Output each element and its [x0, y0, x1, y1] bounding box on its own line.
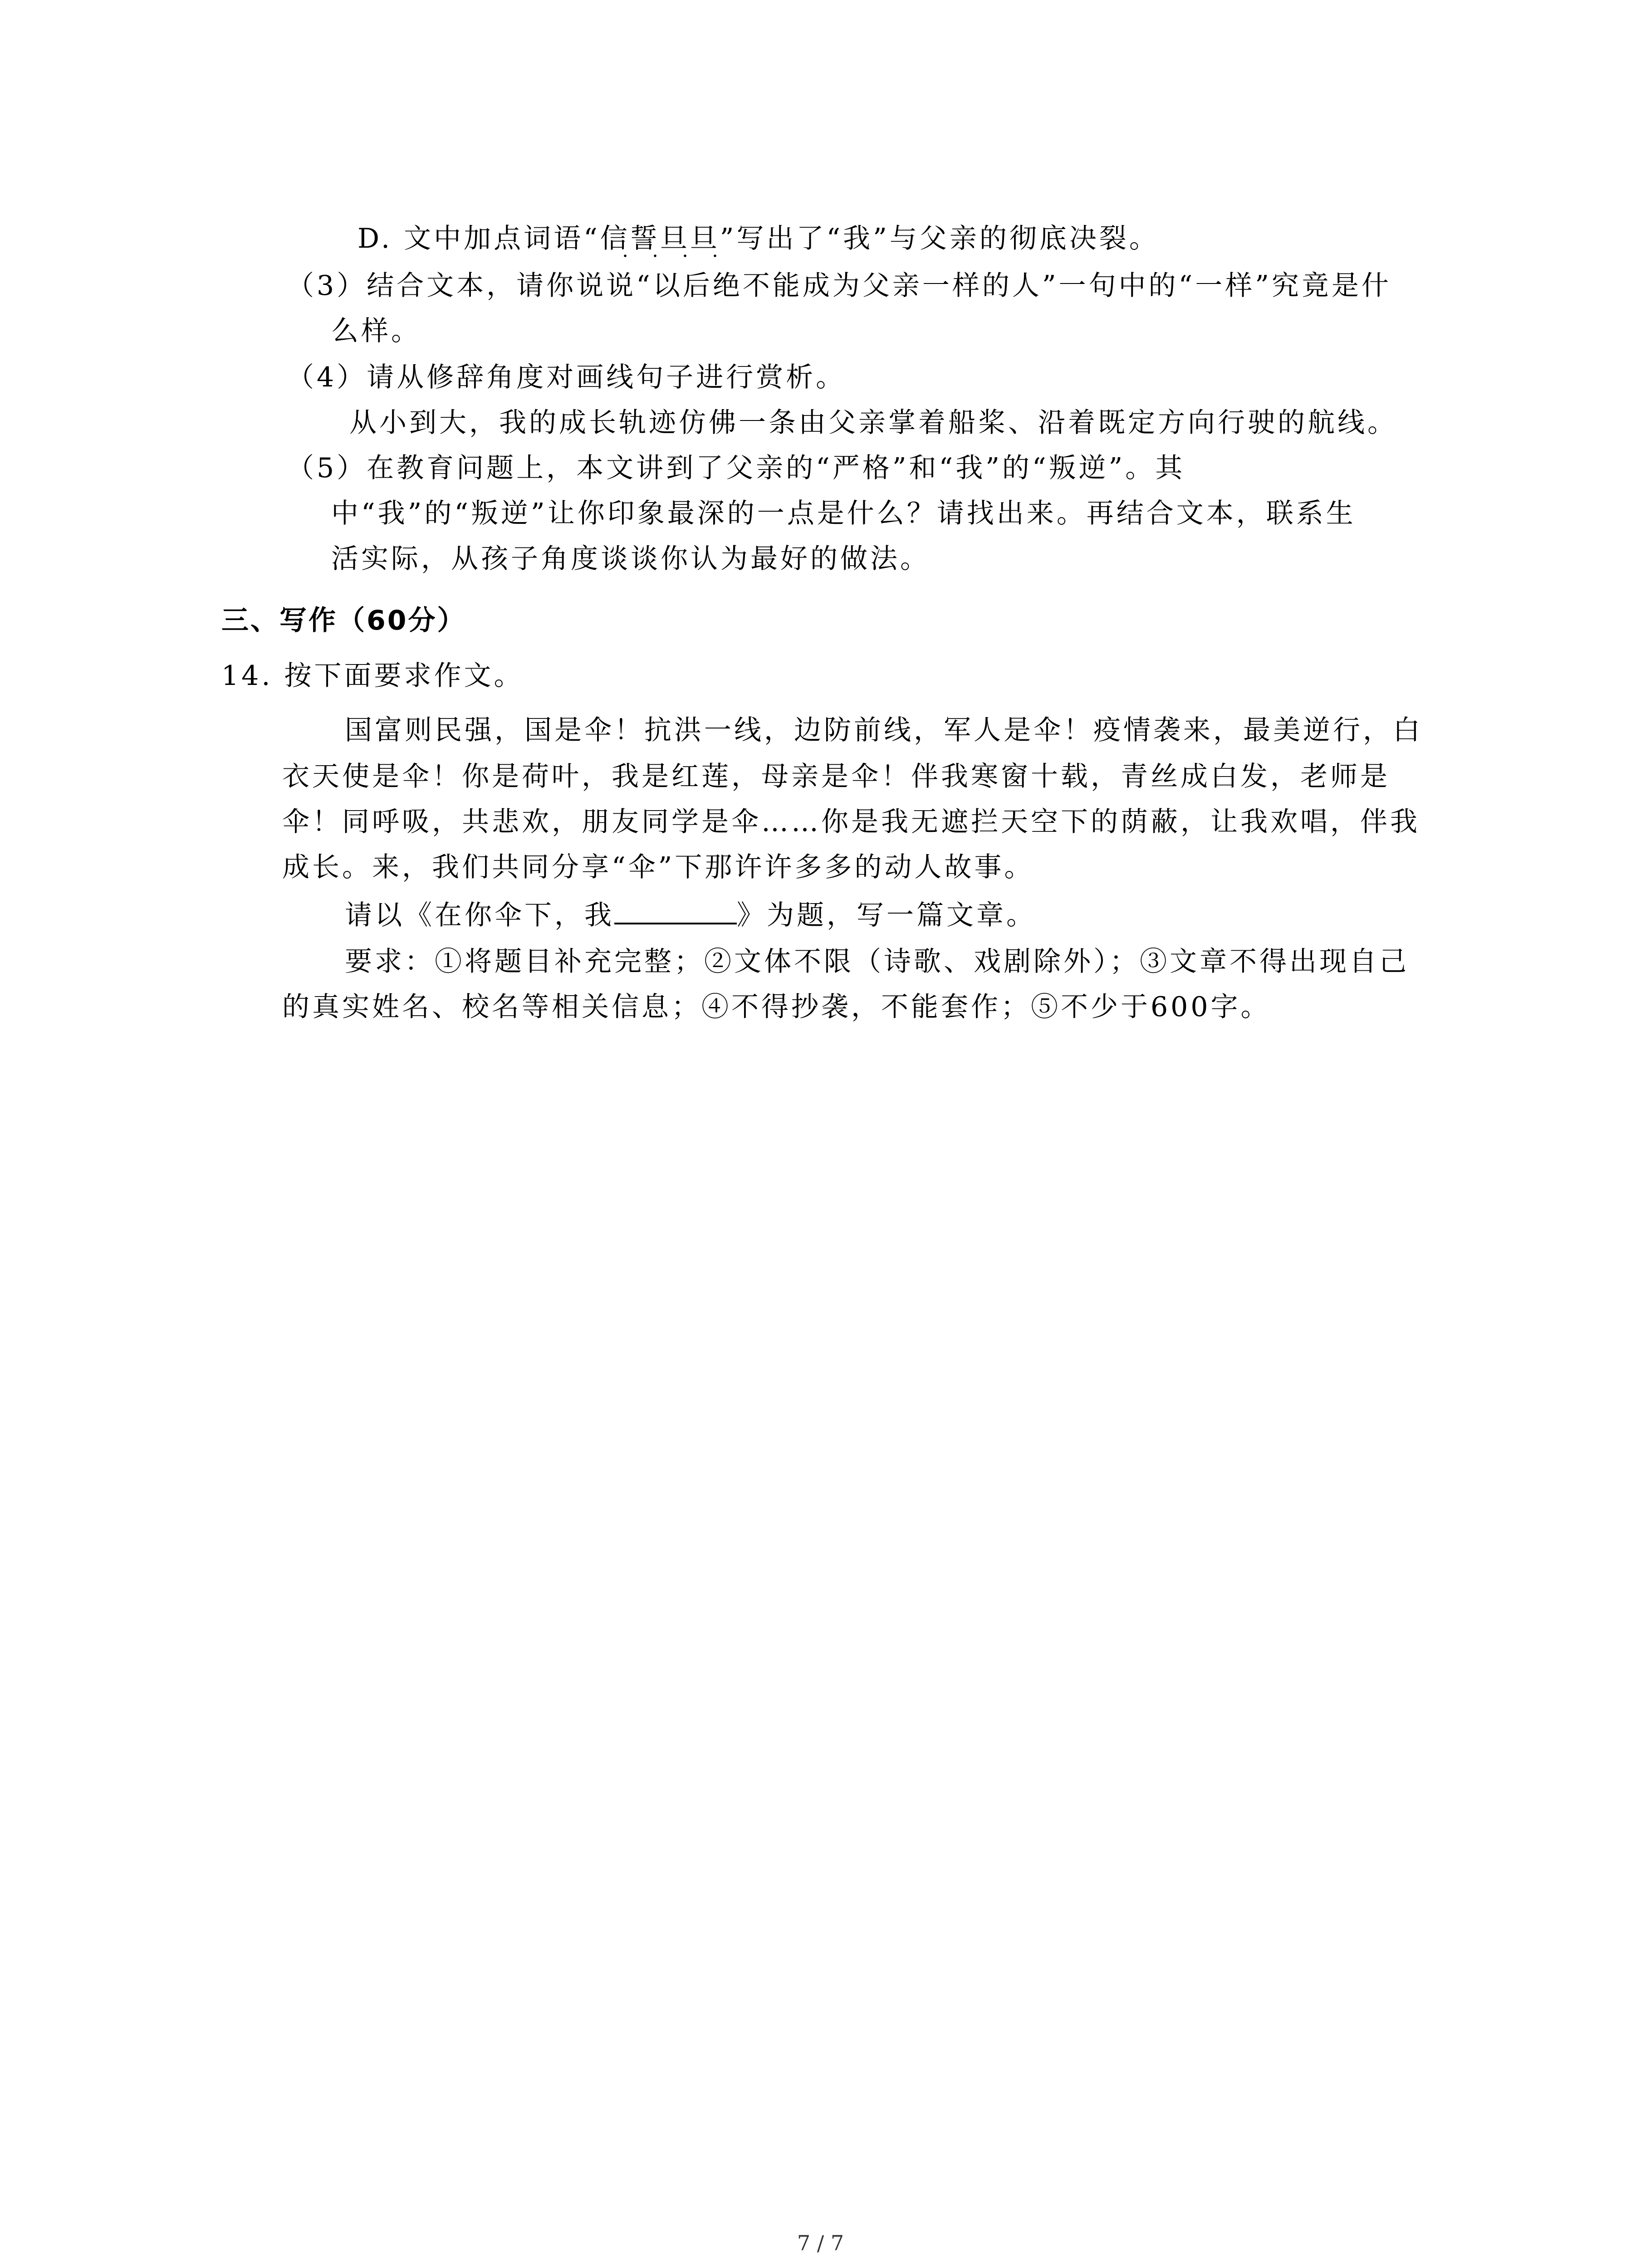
q14-title: 14. 按下面要求作文。	[221, 660, 524, 692]
q14-para-line-2: 衣天使是伞！你是荷叶，我是红莲，母亲是伞！伴我寒窗十载，青丝成白发，老师是	[282, 761, 1390, 792]
q4-quote: 从小到大，我的成长轨迹仿佛一条由父亲掌着船桨、沿着既定方向行驶的航线。	[349, 407, 1397, 439]
q4-line-1: （4）请从修辞角度对画线句子进行赏析。	[287, 362, 846, 393]
option-d-suffix: ”写出了“我”与父亲的彻底决裂。	[720, 223, 1159, 254]
q5-line-2: 中“我”的“叛逆”让你印象最深的一点是什么？请找出来。再结合文本，联系生	[331, 498, 1356, 529]
q14-prompt-prefix: 请以《在你伞下，我	[345, 899, 614, 931]
q14-prompt-suffix: 》为题，写一篇文章。	[737, 899, 1036, 931]
title-blank	[614, 897, 737, 924]
q14-requirements-line-2: 的真实姓名、校名等相关信息；④不得抄袭，不能套作；⑤不少于600字。	[282, 991, 1271, 1023]
page-number: 7 / 7	[797, 2231, 844, 2255]
q3-line-1: （3）结合文本，请你说说“以后绝不能成为父亲一样的人”一句中的“一样”究竟是什	[287, 270, 1391, 302]
q5-line-3: 活实际，从孩子角度谈谈你认为最好的做法。	[331, 543, 930, 575]
option-d	[358, 220, 1159, 257]
q5-line-1: （5）在教育问题上，本文讲到了父亲的“严格”和“我”的“叛逆”。其	[287, 452, 1185, 484]
q14-para-line-3: 伞！同呼吸，共悲欢，朋友同学是伞……你是我无遮拦天空下的荫蔽，让我欢唱，伴我	[282, 806, 1420, 838]
option-d-prefix: D. 文中加点词语“	[358, 223, 600, 254]
q3-line-2: 么样。	[331, 315, 421, 347]
q14-requirements-line-1: 要求：①将题目补充完整；②文体不限（诗歌、戏剧除外）；③文章不得出现自己	[345, 946, 1409, 978]
q14-para-line-1: 国富则民强，国是伞！抗洪一线，边防前线，军人是伞！疫情袭来，最美逆行，白	[345, 714, 1423, 746]
option-d-dotted-phrase: 信誓旦旦	[600, 223, 720, 254]
q14-para-line-4: 成长。来，我们共同分享“伞”下那许许多多的动人故事。	[282, 851, 1034, 883]
q14-prompt	[345, 897, 1036, 934]
section-heading: 三、写作（60分）	[221, 605, 466, 636]
